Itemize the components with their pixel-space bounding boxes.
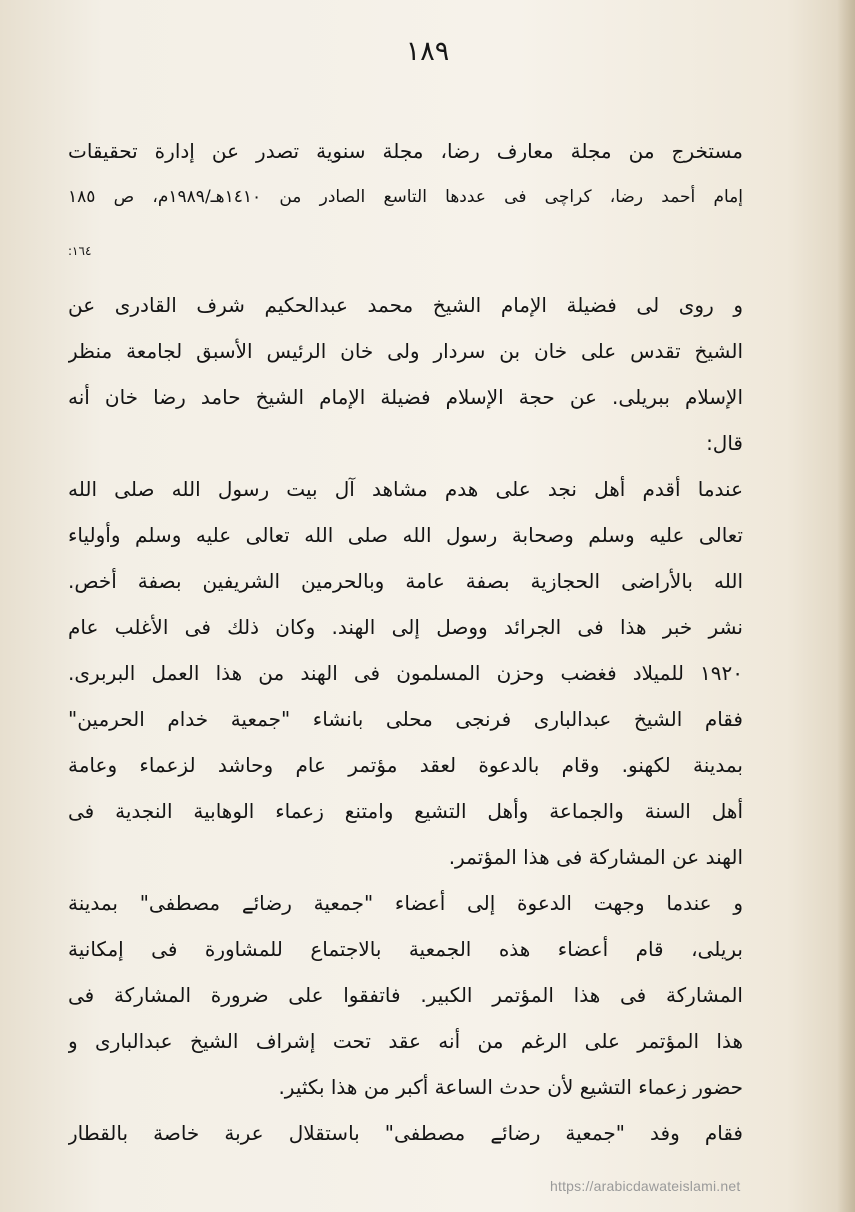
text-line: هذا المؤتمر على الرغم من أنه عقد تحت إشراف الشيخ عبدالبارى و	[68, 1029, 743, 1053]
text-line: فقام الشيخ عبدالبارى فرنجى محلى بانشاء "جمعية خدام الحرمين"	[68, 707, 743, 731]
source-watermark: https://arabicdawateislami.net	[550, 1178, 741, 1194]
text-line: الهند عن المشاركة فى هذا المؤتمر.	[448, 845, 743, 869]
text-line: و روى لى فضيلة الإمام الشيخ محمد عبدالحكيم شرف القادرى عن	[68, 293, 743, 317]
page-number: ١٨٩	[405, 36, 450, 67]
text-line: ١٩٢٠ للميلاد فغضب وحزن المسلمون فى الهند من هذا العمل البربرى.	[68, 661, 743, 685]
text-line: بريلى، قام أعضاء هذه الجمعية بالاجتماع للمشاورة فى إمكانية	[68, 937, 743, 961]
text-line: حضور زعماء التشيع لأن حدث الساعة أكبر من هذا بكثير.	[278, 1075, 743, 1099]
page-edge-shadow	[837, 0, 855, 1212]
text-line: عندما أقدم أهل نجد على هدم مشاهد آل بيت رسول الله صلى الله	[68, 477, 743, 501]
text-line: تعالى عليه وسلم وصحابة رسول الله صلى الله تعالى عليه وسلم وأولياء	[68, 523, 743, 547]
text-line: المشاركة فى هذا المؤتمر الكبير. فاتفقوا على ضرورة المشاركة فى	[68, 983, 743, 1007]
text-line: إمام أحمد رضا، كراچى فى عددها التاسع الصادر من ١٤١٠هـ/١٩٨٩م، ص ١٨٥	[68, 187, 743, 207]
text-line: فقام وفد "جمعية رضائے مصطفى" باستقلال عربة خاصة بالقطار	[68, 1121, 743, 1145]
body-text	[68, 128, 743, 1156]
text-line: نشر خبر هذا فى الجرائد ووصل إلى الهند. وكان ذلك فى الأغلب عام	[68, 615, 743, 639]
text-line: الله بالأراضى الحجازية بصفة عامة وبالحرمين الشريفين بصفة أخص.	[68, 569, 743, 593]
text-line: مستخرج من مجلة معارف رضا، مجلة سنوية تصدر عن إدارة تحقيقات	[68, 139, 743, 163]
text-line: و عندما وجهت الدعوة إلى أعضاء "جمعية رضائے مصطفى" بمدينة	[68, 891, 743, 915]
text-line: الشيخ تقدس على خان بن سردار ولى خان الرئيس الأسبق لجامعة منظر	[68, 339, 743, 363]
text-line-continuation: ١٦٤:	[68, 244, 92, 258]
text-line: أهل السنة والجماعة وأهل التشيع وامتنع زعماء الوهابية النجدية فى	[68, 799, 743, 823]
text-line: قال:	[706, 431, 743, 455]
text-line: الإسلام ببريلى. عن حجة الإسلام فضيلة الإمام الشيخ حامد رضا خان أنه	[68, 385, 743, 409]
text-line: بمدينة لكهنو. وقام بالدعوة لعقد مؤتمر عام وحاشد لزعماء وعامة	[68, 753, 743, 777]
